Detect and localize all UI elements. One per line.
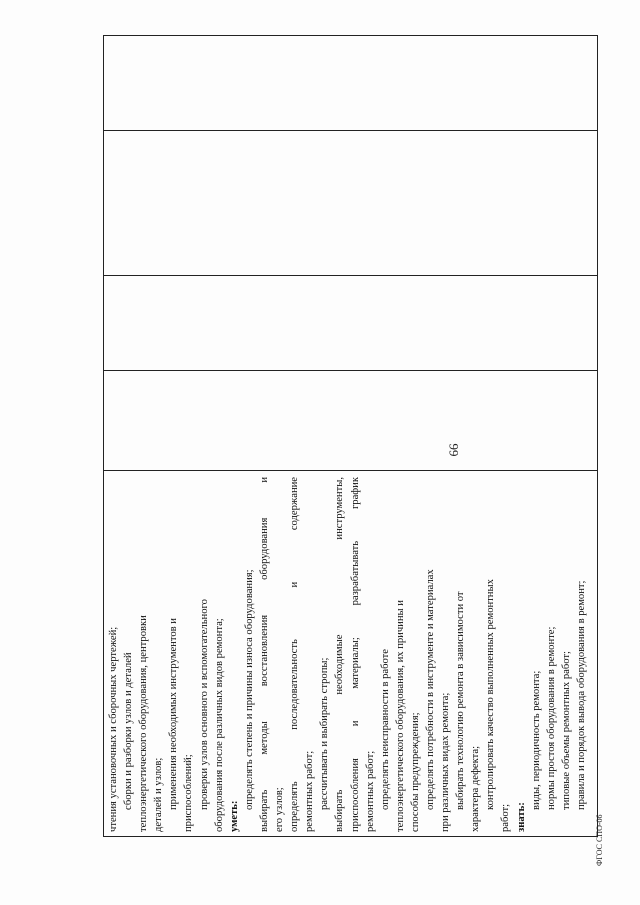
text-line: выбирать методы восстановления оборудования и bbox=[258, 477, 270, 832]
rotated-table bbox=[103, 35, 598, 837]
page-number: 66 bbox=[446, 443, 461, 457]
text-line: проверки узлов основного и вспомогательного bbox=[198, 599, 210, 810]
text-line: контролировать качество выполненных ремонтных bbox=[485, 579, 497, 810]
text-line: определять потребности в инструменте и материалах bbox=[424, 569, 436, 810]
text-line: выбирать необходимые инструменты, bbox=[334, 477, 346, 832]
text-line: приспособления и материалы; разрабатывать график bbox=[349, 477, 361, 832]
text-line: нормы простоя оборудования в ремонте; bbox=[545, 626, 557, 810]
text-line: приспособлений; bbox=[183, 754, 195, 832]
text-line: правила и порядок вывода оборудования в ремонт; bbox=[575, 580, 587, 810]
text-line: применения необходимых инструментов и bbox=[168, 618, 180, 810]
text-line: его узлов; bbox=[274, 787, 286, 832]
text-line: определять степень и причины износа оборудования; bbox=[243, 569, 255, 810]
text-line: оборудования после различных видов ремонта; bbox=[213, 618, 225, 832]
text-line: рассчитывать и выбирать стропы; bbox=[319, 657, 331, 810]
text-line: определять последовательность и содержание bbox=[289, 477, 301, 832]
column-divider bbox=[103, 470, 598, 471]
document-code: ФГОС СПО-06 bbox=[595, 814, 604, 866]
column-divider bbox=[103, 275, 598, 276]
text-line: ремонтных работ; bbox=[304, 750, 316, 832]
text-line: уметь: bbox=[228, 800, 240, 832]
text-line: способы предупреждения; bbox=[409, 712, 421, 832]
text-line: определять неисправности в работе bbox=[379, 648, 391, 810]
text-line: виды, периодичность ремонта; bbox=[530, 670, 542, 810]
text-line: деталей и узлов; bbox=[153, 757, 165, 832]
text-line: теплоэнергетического оборудования, центровки bbox=[138, 615, 150, 832]
competency-text-cell bbox=[106, 477, 589, 832]
text-line: чтения установочных и сборочных чертежей; bbox=[108, 626, 119, 832]
text-line: типовые объемы ремонтных работ; bbox=[560, 651, 572, 810]
text-line: сборки и разборки узлов и деталей bbox=[123, 652, 135, 810]
text-line: при различных видах ремонта; bbox=[440, 692, 452, 832]
text-line: выбирать технологию ремонта в зависимости от bbox=[455, 591, 467, 810]
text-line: работ; bbox=[500, 803, 512, 832]
column-divider bbox=[103, 370, 598, 371]
text-line: ремонтных работ; bbox=[364, 750, 376, 832]
text-line: характера дефекта; bbox=[470, 745, 482, 832]
text-line: знать: bbox=[515, 802, 527, 832]
text-line: теплоэнергетического оборудования, их причины и bbox=[394, 600, 406, 832]
column-divider bbox=[103, 130, 598, 131]
